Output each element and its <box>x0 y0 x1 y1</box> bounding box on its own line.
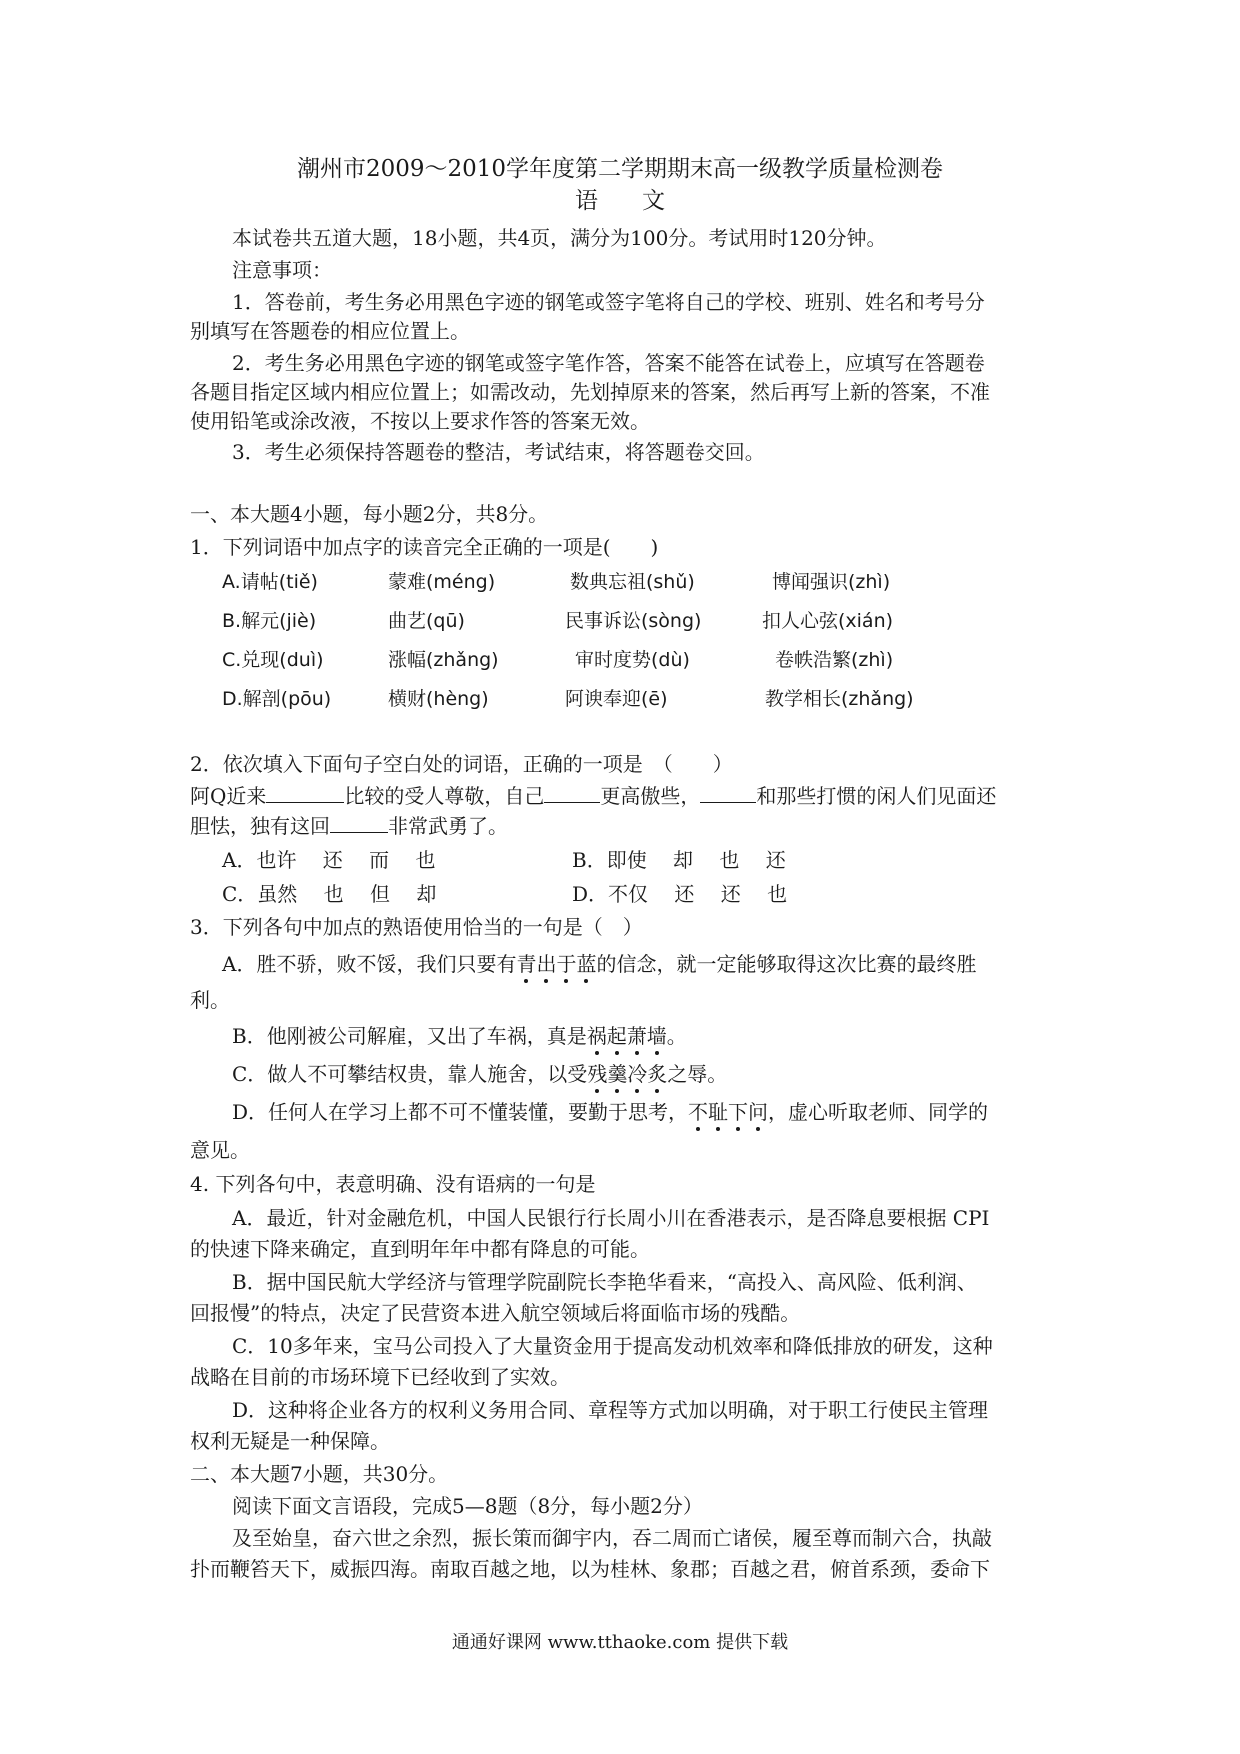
q4-option-a-line-2: 的快速下降来确定，直到明年年中都有降息的可能。 <box>190 1237 650 1261</box>
q1-cell: 卷帙浩繁(zhì) <box>775 649 894 671</box>
q1-cell: 横财(hèng) <box>388 688 489 710</box>
q2-text: 胆怯，独有这回 <box>190 814 330 838</box>
q1-cell: 涨幅(zhǎng) <box>388 649 499 671</box>
notice-1-line-1: 1．答卷前，考生务必用黑色字迹的钢笔或签字笔将自己的学校、班别、姓名和考号分 <box>232 290 985 314</box>
q2-blank-2 <box>544 784 600 803</box>
q4-stem: 4. 下列各句中，表意明确、没有语病的一句是 <box>190 1172 596 1196</box>
q2-sentence-line-2 <box>190 814 508 838</box>
q3-option-a-cont: 利。 <box>190 988 230 1012</box>
q1-cell: 民事诉讼(sòng) <box>565 610 702 632</box>
footer-watermark: 通通好课网 www.tthaoke.com 提供下载 <box>451 1632 789 1653</box>
q3-option-b <box>232 1024 687 1048</box>
part1-heading: 一、本大题4小题，每小题2分，共8分。 <box>190 502 549 526</box>
exam-title: 潮州市2009～2010学年度第二学期期末高一级教学质量检测卷 <box>296 156 944 182</box>
q2-option-a: A．也许 还 而 也 <box>222 848 436 872</box>
q1-cell: 审时度势(dù) <box>575 649 690 671</box>
q2-option-d: D．不仅 还 还 也 <box>572 882 788 906</box>
dotted-char: 冷 <box>627 1062 648 1086</box>
q3-text: B．他刚被公司解雇，又出了车祸，真是 <box>232 1024 587 1048</box>
q1-option-a: A.请帖(tiě) <box>222 571 318 593</box>
exam-overview: 本试卷共五道大题，18小题，共4页，满分为100分。考试用时120分钟。 <box>232 226 887 250</box>
q1-cell: 博闻强识(zhì) <box>772 571 891 593</box>
q1-cell: 曲艺(qū) <box>388 610 465 632</box>
passage-line-1: 及至始皇，奋六世之余烈，振长策而御宇内，吞二周而亡诸侯，履至尊而制六合，执敲 <box>232 1526 992 1550</box>
q3-text: 。 <box>666 1024 687 1048</box>
q2-option-b: B．即使 却 也 还 <box>572 848 786 872</box>
q2-stem: 2．依次填入下面句子空白处的词语，正确的一项是 （ ） <box>190 752 733 776</box>
q3-text: ，虚心听取老师、同学的 <box>768 1100 989 1124</box>
dotted-char: 青 <box>516 952 537 976</box>
q3-stem: 3．下列各句中加点的熟语使用恰当的一句是（ ） <box>190 915 643 939</box>
q4-option-b-line-2: 回报慢”的特点，决定了民营资本进入航空领域后将面临市场的残酷。 <box>190 1301 801 1325</box>
q2-text: 非常武勇了。 <box>388 814 508 838</box>
q4-option-b-line-1: B．据中国民航大学经济与管理学院副院长李艳华看来，“高投入、高风险、低利润、 <box>232 1270 977 1294</box>
part2-instruction: 阅读下面文言语段，完成5—8题（8分，每小题2分） <box>232 1494 703 1518</box>
dotted-char: 祸 <box>586 1024 607 1048</box>
q1-cell: 数典忘祖(shǔ) <box>570 571 695 593</box>
q3-text: 的信念，就一定能够取得这次比赛的最终胜 <box>596 952 977 976</box>
q3-option-c <box>232 1062 727 1086</box>
q4-option-c-line-2: 战略在目前的市场环境下已经收到了实效。 <box>190 1365 570 1389</box>
q2-blank-3 <box>700 784 756 803</box>
q2-option-c: C．虽然 也 但 却 <box>222 882 437 906</box>
q2-blank-1 <box>266 784 344 803</box>
q1-cell: 阿谀奉迎(ē) <box>565 688 668 710</box>
notice-2-line-3: 使用铅笔或涂改液，不按以上要求作答的答案无效。 <box>190 409 650 433</box>
q3-option-a <box>222 952 976 976</box>
q3-text: A．胜不骄，败不馁，我们只要有 <box>222 952 517 976</box>
part2-heading: 二、本大题7小题，共30分。 <box>190 1462 449 1486</box>
dotted-char: 炙 <box>647 1062 668 1086</box>
dotted-char: 问 <box>748 1100 769 1124</box>
dotted-char: 起 <box>606 1024 627 1048</box>
q1-cell: 教学相长(zhǎng) <box>765 688 914 710</box>
notice-label: 注意事项： <box>232 258 332 282</box>
q4-option-d-line-2: 权利无疑是一种保障。 <box>190 1429 390 1453</box>
notice-2-line-1: 2．考生务必用黑色字迹的钢笔或签字笔作答，答案不能答在试卷上，应填写在答题卷 <box>232 351 985 375</box>
q1-option-c: C.兑现(duì) <box>222 649 324 671</box>
q1-option-d: D.解剖(pōu) <box>222 688 332 710</box>
dotted-char: 蓝 <box>576 952 597 976</box>
q4-option-d-line-1: D．这种将企业各方的权利义务用合同、章程等方式加以明确，对于职工行使民主管理 <box>232 1398 989 1422</box>
q3-text: D．任何人在学习上都不可不懂装懂，要勤于思考， <box>232 1100 689 1124</box>
q3-text: C．做人不可攀结权贵，靠人施舍，以受 <box>232 1062 588 1086</box>
dotted-char: 残 <box>587 1062 608 1086</box>
q4-option-a-line-1: A．最近，针对金融危机，中国人民银行行长周小川在香港表示，是否降息要根据 CPI <box>232 1206 990 1230</box>
q1-option-b: B.解元(jiè) <box>222 610 317 632</box>
q1-cell: 蒙难(méng) <box>388 571 496 593</box>
q2-text: 和那些打惯的闲人们见面还 <box>756 784 997 808</box>
q2-text: 更高傲些， <box>600 784 701 808</box>
dotted-char: 不 <box>688 1100 709 1124</box>
notice-1-line-2: 别填写在答题卷的相应位置上。 <box>190 319 470 343</box>
passage-line-2: 扑而鞭笞天下，威振四海。南取百越之地，以为桂林、象郡；百越之君，俯首系颈，委命下 <box>190 1557 990 1581</box>
notice-2-line-2: 各题目指定区域内相应位置上；如需改动，先划掉原来的答案，然后再写上新的答案，不准 <box>190 380 990 404</box>
q3-option-d <box>232 1100 988 1124</box>
q1-cell: 扣人心弦(xián) <box>762 610 894 632</box>
dotted-char: 羹 <box>607 1062 628 1086</box>
dotted-char: 于 <box>556 952 577 976</box>
q2-sentence-line-1 <box>190 784 996 808</box>
q2-blank-4 <box>330 814 388 833</box>
dotted-char: 耻 <box>708 1100 729 1124</box>
q1-stem: 1．下列词语中加点字的读音完全正确的一项是( ) <box>190 535 659 559</box>
q3-option-d-cont: 意见。 <box>190 1138 250 1162</box>
notice-3: 3．考生必须保持答题卷的整洁，考试结束，将答题卷交回。 <box>232 440 765 464</box>
q2-text: 比较的受人尊敬，自己 <box>344 784 545 808</box>
dotted-char: 下 <box>728 1100 749 1124</box>
dotted-char: 墙 <box>646 1024 667 1048</box>
q2-text: 阿Q近来 <box>190 784 267 808</box>
q4-option-c-line-1: C．10多年来，宝马公司投入了大量资金用于提高发动机效率和降低排放的研发，这种 <box>232 1334 993 1358</box>
subject-title: 语文 <box>575 188 709 214</box>
dotted-char: 萧 <box>626 1024 647 1048</box>
q3-text: 之辱。 <box>667 1062 728 1086</box>
dotted-char: 出 <box>536 952 557 976</box>
